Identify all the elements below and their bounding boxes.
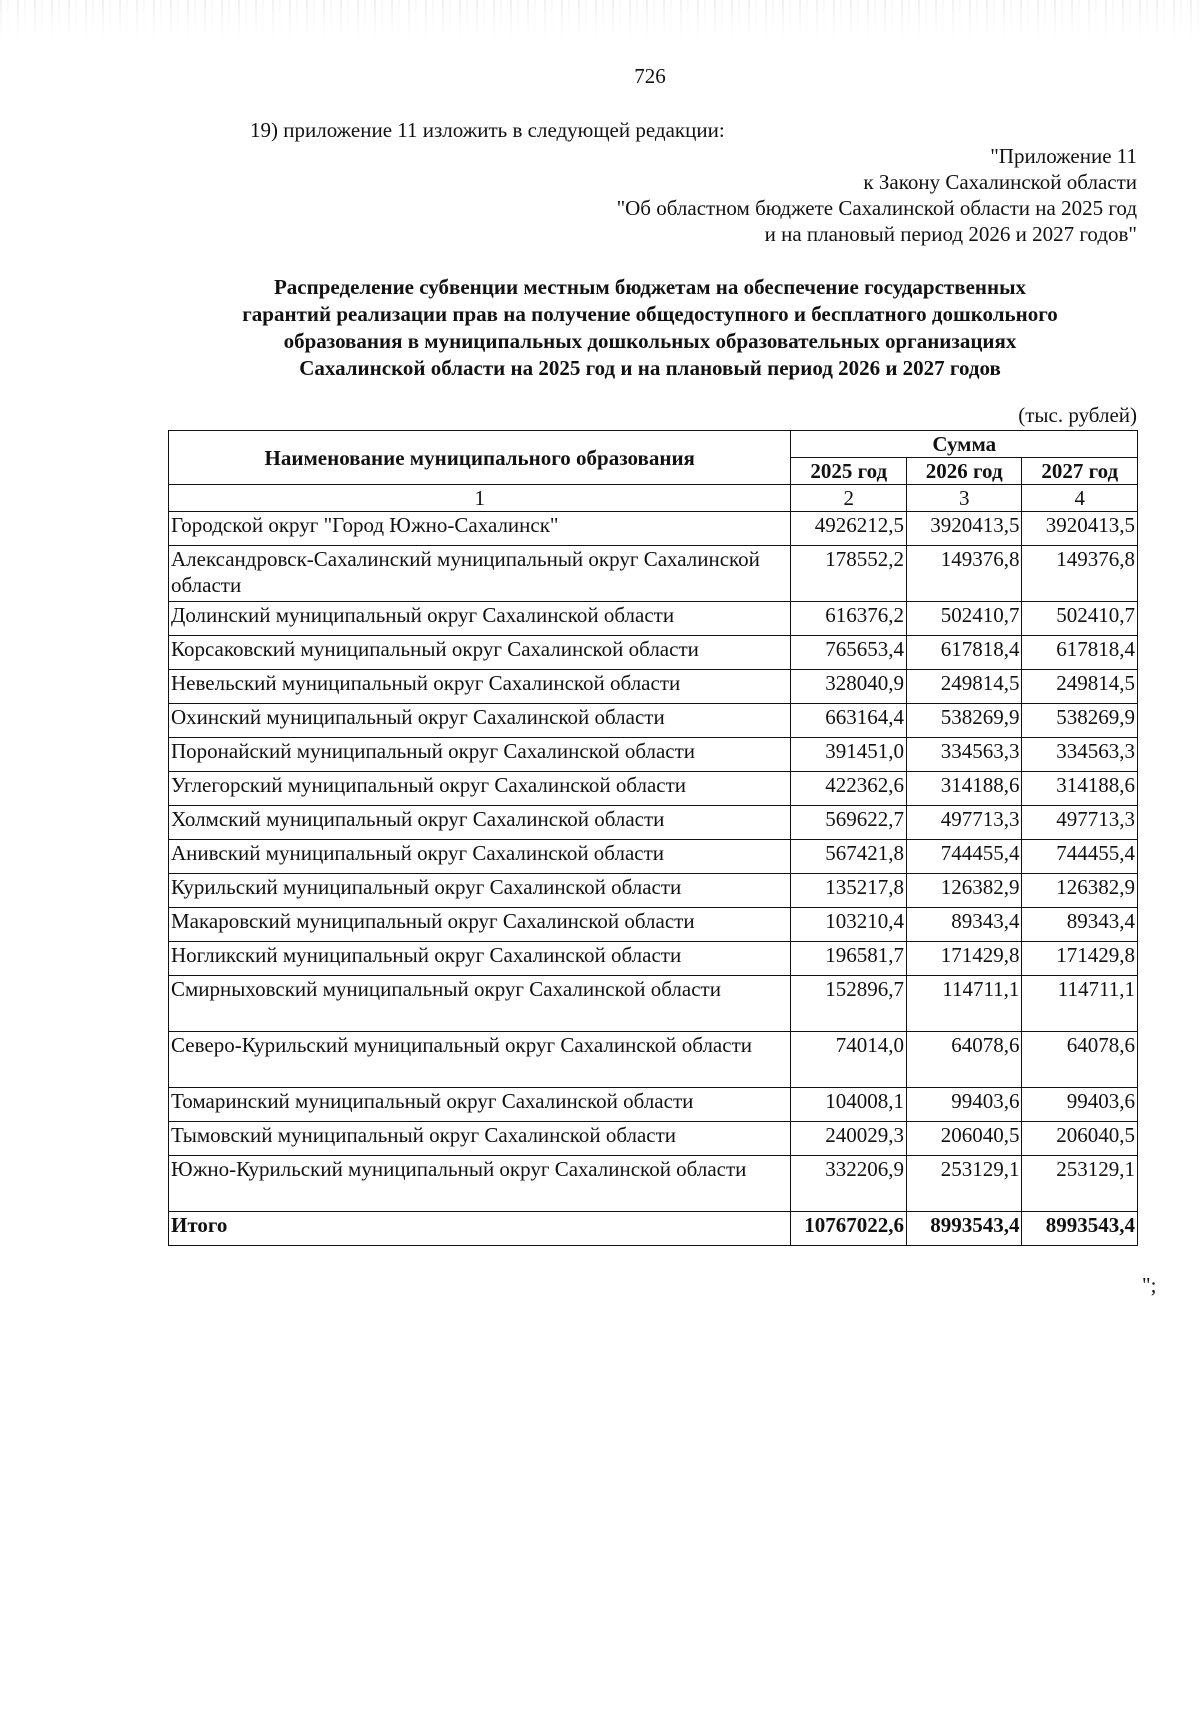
table-row <box>169 772 1138 806</box>
amount-2025: 422362,6 <box>791 772 906 806</box>
amount-2025: 4926212,5 <box>791 512 906 546</box>
appendix-heading-line: "Приложение 11 <box>990 144 1137 168</box>
table-row <box>169 738 1138 772</box>
amount-2026: 744455,4 <box>906 840 1021 874</box>
total-label: Итого <box>169 1212 791 1246</box>
municipality-name: Тымовский муниципальный округ Сахалинской области <box>169 1122 791 1156</box>
amount-2026: 149376,8 <box>906 546 1021 602</box>
amount-2025: 74014,0 <box>791 1032 906 1088</box>
amount-2026: 502410,7 <box>906 602 1021 636</box>
amount-2027: 314188,6 <box>1022 772 1138 806</box>
amount-2027: 89343,4 <box>1022 908 1138 942</box>
municipality-name: Невельский муниципальный округ Сахалинской области <box>169 670 791 704</box>
document-title-line: Распределение субвенции местным бюджетам на обеспечение государственных <box>273 275 1027 299</box>
total-row <box>169 1212 1138 1246</box>
page-number: 726 <box>634 64 666 88</box>
scan-noise-strip <box>0 0 1200 40</box>
amount-2025: 240029,3 <box>791 1122 906 1156</box>
appendix-heading-line: "Об областном бюджете Сахалинской области на 2025 год <box>616 196 1137 220</box>
amount-2027: 64078,6 <box>1022 1032 1138 1088</box>
amount-2026: 314188,6 <box>906 772 1021 806</box>
amount-2027: 744455,4 <box>1022 840 1138 874</box>
amount-2025: 616376,2 <box>791 602 906 636</box>
amount-2027: 249814,5 <box>1022 670 1138 704</box>
amount-2026: 249814,5 <box>906 670 1021 704</box>
amount-2026: 617818,4 <box>906 636 1021 670</box>
header-year-2027: 2027 год <box>1022 458 1138 485</box>
amount-2027: 114711,1 <box>1022 976 1138 1032</box>
amount-2026: 114711,1 <box>906 976 1021 1032</box>
column-number: 4 <box>1022 485 1138 512</box>
amount-2026: 334563,3 <box>906 738 1021 772</box>
amount-2025: 332206,9 <box>791 1156 906 1212</box>
amount-2027: 334563,3 <box>1022 738 1138 772</box>
municipality-name: Корсаковский муниципальный округ Сахалинской области <box>169 636 791 670</box>
amount-2025: 569622,7 <box>791 806 906 840</box>
amount-2025: 104008,1 <box>791 1088 906 1122</box>
table-row <box>169 704 1138 738</box>
amount-2026: 538269,9 <box>906 704 1021 738</box>
amount-2025: 765653,4 <box>791 636 906 670</box>
amount-2025: 663164,4 <box>791 704 906 738</box>
amount-2025: 103210,4 <box>791 908 906 942</box>
municipality-name: Охинский муниципальный округ Сахалинской области <box>169 704 791 738</box>
municipality-name: Ногликский муниципальный округ Сахалинской области <box>169 942 791 976</box>
column-number: 3 <box>906 485 1021 512</box>
amount-2026: 89343,4 <box>906 908 1021 942</box>
municipality-name: Долинский муниципальный округ Сахалинской области <box>169 602 791 636</box>
amount-2026: 126382,9 <box>906 874 1021 908</box>
table-row <box>169 670 1138 704</box>
amount-2025: 196581,7 <box>791 942 906 976</box>
table-row <box>169 942 1138 976</box>
table-row <box>169 908 1138 942</box>
municipality-name: Поронайский муниципальный округ Сахалинской области <box>169 738 791 772</box>
header-year-2025: 2025 год <box>791 458 906 485</box>
amount-2025: 152896,7 <box>791 976 906 1032</box>
municipality-name: Смирныховский муниципальный округ Сахалинской области <box>169 976 791 1032</box>
amount-2027: 502410,7 <box>1022 602 1138 636</box>
table-row <box>169 512 1138 546</box>
appendix-heading <box>617 143 1137 247</box>
amount-2026: 253129,1 <box>906 1156 1021 1212</box>
document-title-line: образования в муниципальных дошкольных образовательных организациях <box>283 329 1017 353</box>
table-row <box>169 806 1138 840</box>
amount-2025: 567421,8 <box>791 840 906 874</box>
table-row <box>169 840 1138 874</box>
municipality-name: Холмский муниципальный округ Сахалинской области <box>169 806 791 840</box>
table-row <box>169 1032 1138 1088</box>
municipality-name: Александровск-Сахалинский муниципальный округ Сахалинской области <box>169 546 791 602</box>
amount-2027: 99403,6 <box>1022 1088 1138 1122</box>
header-year-2026: 2026 год <box>906 458 1021 485</box>
table-row <box>169 636 1138 670</box>
table-row <box>169 602 1138 636</box>
amount-2026: 3920413,5 <box>906 512 1021 546</box>
municipality-name: Южно-Курильский муниципальный округ Сахалинской области <box>169 1156 791 1212</box>
total-2027: 8993543,4 <box>1022 1212 1138 1246</box>
municipality-name: Городской округ "Город Южно-Сахалинск" <box>169 512 791 546</box>
municipality-name: Северо-Курильский муниципальный округ Сахалинской области <box>169 1032 791 1088</box>
amount-2027: 253129,1 <box>1022 1156 1138 1212</box>
total-2026: 8993543,4 <box>906 1212 1021 1246</box>
document-title-line: Сахалинской области на 2025 год и на плановый период 2026 и 2027 годов <box>299 356 1001 380</box>
amount-2027: 126382,9 <box>1022 874 1138 908</box>
document-title <box>150 274 1150 382</box>
intro-line: 19) приложение 11 изложить в следующей редакции: <box>250 118 725 142</box>
amount-2025: 135217,8 <box>791 874 906 908</box>
header-municipality: Наименование муниципального образования <box>169 431 791 485</box>
appendix-heading-line: и на плановый период 2026 и 2027 годов" <box>764 222 1137 246</box>
units-label: (тыс. рублей) <box>1018 403 1137 427</box>
municipality-name: Анивский муниципальный округ Сахалинской области <box>169 840 791 874</box>
appendix-heading-line: к Закону Сахалинской области <box>863 170 1137 194</box>
amount-2027: 3920413,5 <box>1022 512 1138 546</box>
amount-2027: 149376,8 <box>1022 546 1138 602</box>
amount-2027: 497713,3 <box>1022 806 1138 840</box>
closing-quote-mark: "; <box>1142 1273 1157 1297</box>
amount-2027: 617818,4 <box>1022 636 1138 670</box>
table-row <box>169 1156 1138 1212</box>
amount-2026: 99403,6 <box>906 1088 1021 1122</box>
amount-2026: 206040,5 <box>906 1122 1021 1156</box>
document-title-line: гарантий реализации прав на получение общедоступного и бесплатного дошкольного <box>242 302 1058 326</box>
column-number: 2 <box>791 485 906 512</box>
municipality-name: Курильский муниципальный округ Сахалинской области <box>169 874 791 908</box>
amount-2025: 178552,2 <box>791 546 906 602</box>
municipality-name: Томаринский муниципальный округ Сахалинской области <box>169 1088 791 1122</box>
municipality-name: Макаровский муниципальный округ Сахалинской области <box>169 908 791 942</box>
table-row <box>169 546 1138 602</box>
amount-2027: 171429,8 <box>1022 942 1138 976</box>
table-row <box>169 1122 1138 1156</box>
table-row <box>169 874 1138 908</box>
amount-2027: 538269,9 <box>1022 704 1138 738</box>
amount-2026: 497713,3 <box>906 806 1021 840</box>
table-row <box>169 1088 1138 1122</box>
amount-2025: 328040,9 <box>791 670 906 704</box>
amount-2025: 391451,0 <box>791 738 906 772</box>
header-sum: Сумма <box>791 431 1138 458</box>
municipality-name: Углегорский муниципальный округ Сахалинской области <box>169 772 791 806</box>
amount-2027: 206040,5 <box>1022 1122 1138 1156</box>
amount-2026: 64078,6 <box>906 1032 1021 1088</box>
amount-2026: 171429,8 <box>906 942 1021 976</box>
table-row <box>169 976 1138 1032</box>
subvention-table <box>168 430 1138 1246</box>
column-number: 1 <box>169 485 791 512</box>
total-2025: 10767022,6 <box>791 1212 906 1246</box>
